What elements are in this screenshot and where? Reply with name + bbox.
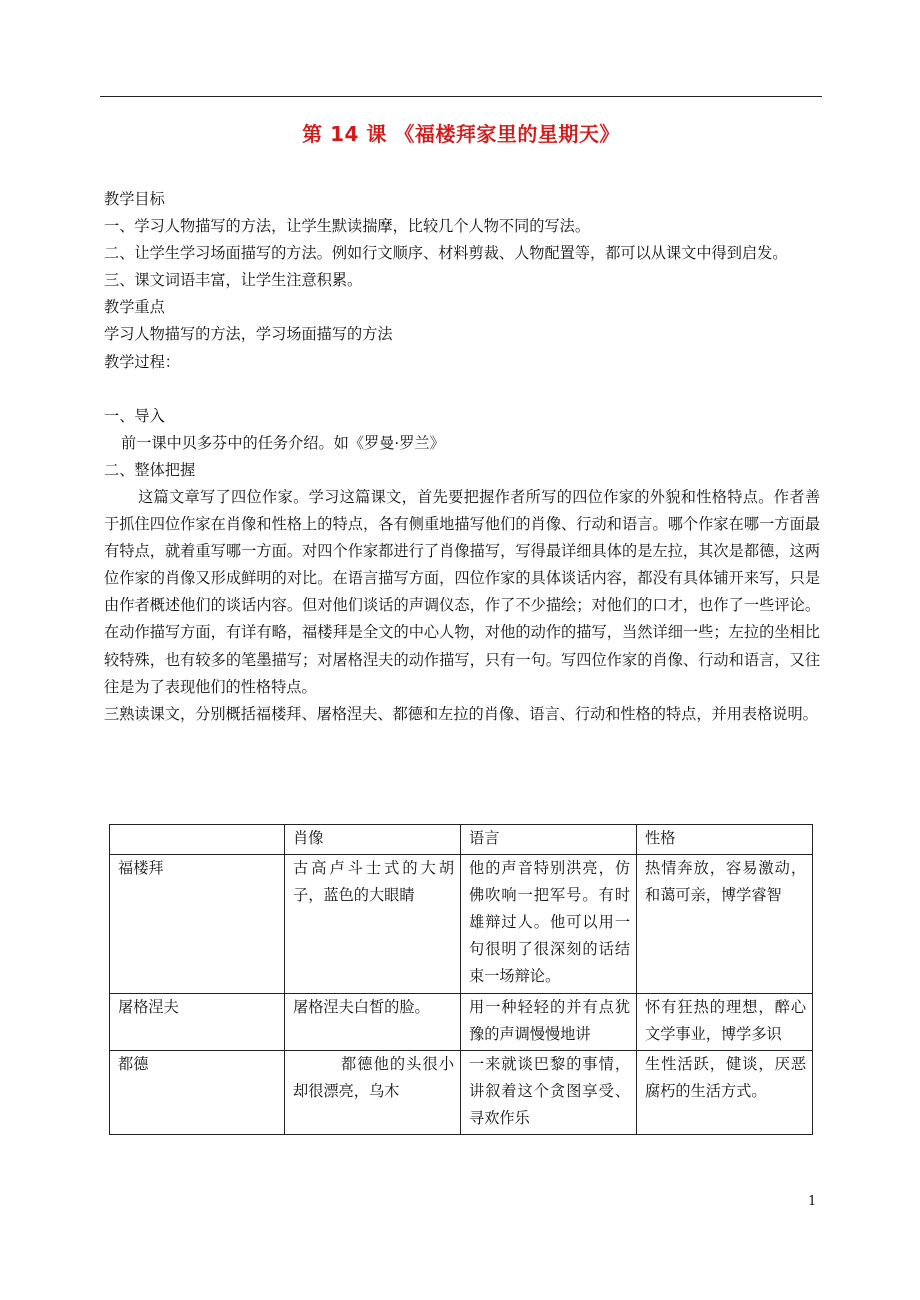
table-cell: 福楼拜 (110, 855, 285, 993)
table-header-cell (110, 825, 285, 855)
table-row (110, 855, 813, 993)
table-cell: 都德 (110, 1050, 285, 1134)
section-heading-focus: 教学重点 (104, 298, 165, 317)
table-cell: 他的声音特别洪亮，仿佛吹响一把军号。有时雄辩过人。他可以用一句很明了很深刻的话结束一场辩论。 (461, 855, 637, 993)
table-cell: 屠格涅夫 (110, 993, 285, 1050)
table-header-cell: 肖像 (285, 825, 461, 855)
table-cell: 一来就谈巴黎的事情，讲叙着这个贪图享受、寻欢作乐 (461, 1050, 637, 1134)
page-number: 1 (808, 1194, 817, 1209)
step-2-heading: 二、整体把握 (104, 460, 196, 479)
step-2-paragraph: 这篇文章写了四位作家。学习这篇课文，首先要把握作者所写的四位作家的外貌和性格特点。作者善于抓住四位作家在肖像和性格上的特点，各有侧重地描写他们的肖像、行动和语言。哪个作家在哪一方面最有特点，就着重写哪一方面。对四个作家都进行了肖像描写，写得最详细具体的是左拉，其次是都德，这两位作家的肖像又形成鲜明的对比。在语言描写方面，四位作家的具体谈话内容，都没有具体铺开来写，只是由作者概述他们的谈话内容。但对他们谈话的声调仪态，作了不少描绘；对他们的口才，也作了一些评论。在动作描写方面，有详有略，福楼拜是全文的中心人物，对他的动作的描写，当然详细一些；左拉的坐相比较特殊，也有较多的笔墨描写；对屠格涅夫的动作描写，只有一句。写四位作家的肖像、行动和语言，又往往是为了表现他们的性格特点。 (104, 487, 820, 696)
document-body (104, 186, 820, 728)
section-heading-process: 教学过程： (104, 352, 180, 371)
table-row (110, 993, 813, 1050)
table-cell: 屠格涅夫白皙的脸。 (285, 993, 461, 1050)
table-cell: 怀有狂热的理想，醉心文学事业，博学多识 (637, 993, 813, 1050)
character-table (109, 824, 813, 1135)
table-header-cell: 性格 (637, 825, 813, 855)
table-cell: 生性活跃，健谈，厌恶腐朽的生活方式。 (637, 1050, 813, 1134)
objective-3: 三、课文词语丰富，让学生注意积累。 (104, 271, 363, 290)
step-1-text: 前一课中贝多芬中的任务介绍。如《罗曼·罗兰》 (121, 433, 445, 452)
table-header-cell: 语言 (461, 825, 637, 855)
lesson-title: 第 14 课 《福楼拜家里的星期天》 (302, 122, 620, 146)
table-cell: 用一种轻轻的并有点犹豫的声调慢慢地讲 (461, 993, 637, 1050)
objective-1: 一、学习人物描写的方法，让学生默读揣摩，比较几个人物不同的写法。 (104, 217, 590, 236)
objective-2: 二、让学生学习场面描写的方法。例如行文顺序、材料剪裁、人物配置等，都可以从课文中得到启发。 (104, 244, 788, 263)
step-1-heading: 一、导入 (104, 406, 165, 425)
table-cell: 都德他的头很小却很漂亮，乌木 (285, 1050, 461, 1134)
table-row (110, 1050, 813, 1134)
header-rule (100, 96, 822, 97)
step-3-text: 三熟读课文，分别概括福楼拜、屠格涅夫、都德和左拉的肖像、语言、行动和性格的特点，并用表格说明。 (104, 704, 818, 723)
section-heading-objectives: 教学目标 (104, 190, 165, 208)
table-cell: 热情奔放，容易激动，和蔼可亲，博学睿智 (637, 855, 813, 993)
table-cell: 古高卢斗士式的大胡子，蓝色的大眼睛 (285, 855, 461, 993)
focus-text: 学习人物描写的方法，学习场面描写的方法 (104, 325, 393, 344)
table-header-row (110, 825, 813, 855)
